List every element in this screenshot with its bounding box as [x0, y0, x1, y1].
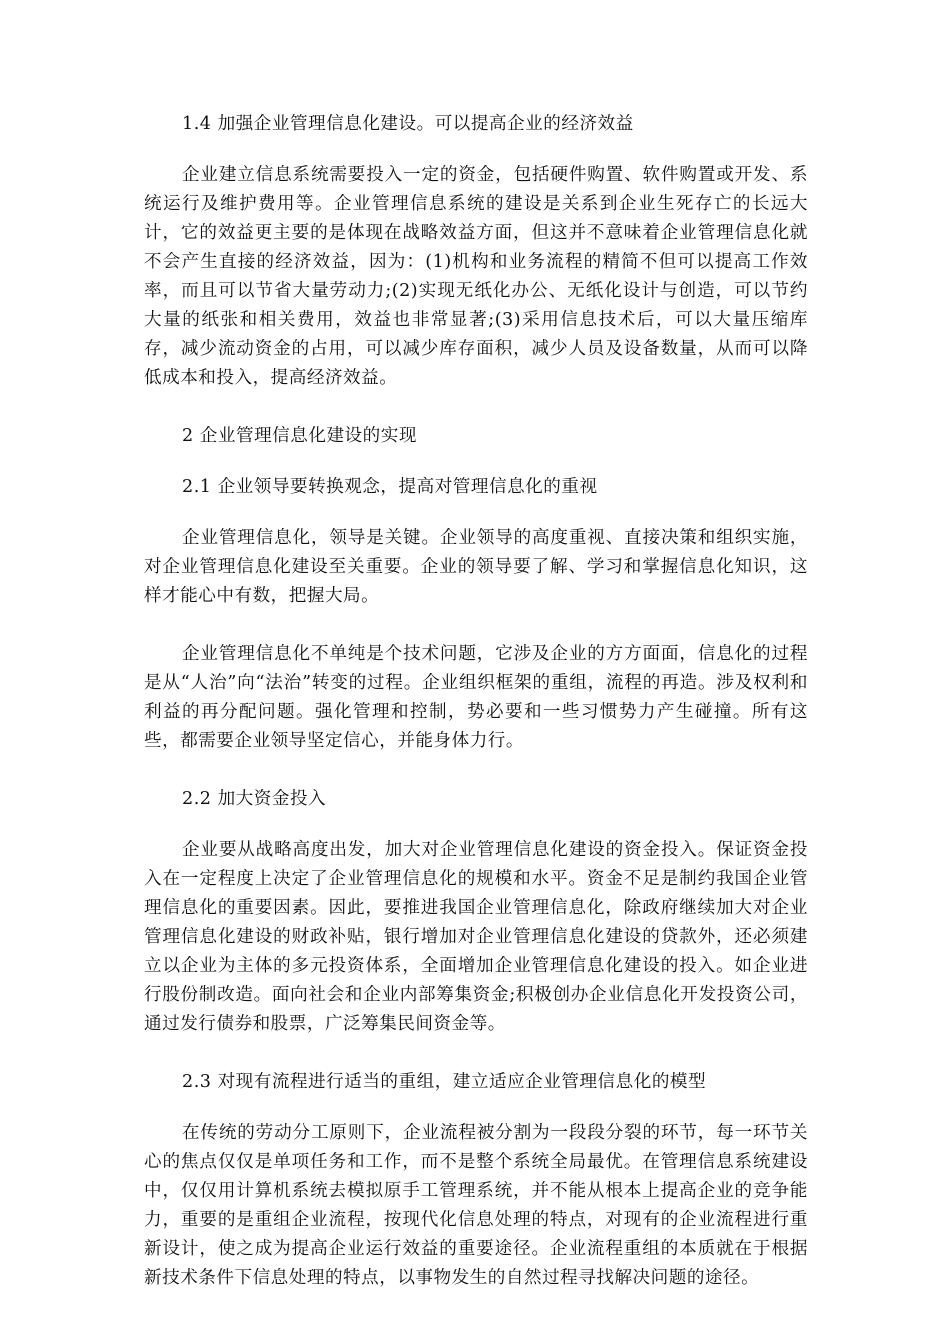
paragraph-leadership-key: 企业管理信息化，领导是关键。企业领导的高度重视、直接决策和组织实施，对企业管理信息化建设至关重要。企业的领导要了解、学习和掌握信息化知识，这样才能心中有数，把握大局。 — [144, 528, 808, 606]
document-page — [144, 110, 808, 1293]
paragraph-funding: 企业要从战略高度出发，加大对企业管理信息化建设的资金投入。保证资金投入在一定程度上决定了企业管理信息化的规模和水平。资金不足是制约我国企业管理信息化的重要因素。因此，要推进我国企业管理信息化，除政府继续加大对企业管理信息化建设的财政补贴，银行增加对企业管理信息化建设的贷款外，还必须建立以企业为主体的多元投资体系，全面增加企业管理信息化建设的投入。如企业进行股份制改造。面向社会和企业内部筹集资金;积极创办企业信息化开发投资公司，通过发行债券和股票，广泛筹集民间资金等。 — [144, 840, 808, 1034]
paragraph-economic-benefits: 企业建立信息系统需要投入一定的资金，包括硬件购置、软件购置或开发、系统运行及维护费用等。企业管理信息系统的建设是关系到企业生死存亡的长远大计，它的效益更主要的是体现在战略效益方面，但这并不意味着企业管理信息化就不会产生直接的经济效益，因为：(1)机构和业务流程的精简不但可以提高工作效率，而且可以节省大量劳动力;(2)实现无纸化办公、无纸化设计与创造，可以节约大量的纸张和相关费用，效益也非常显著;(3)采用信息技术后，可以大量压缩库存，减少流动资金的占用，可以减少库存面积，减少人员及设备数量，从而可以降低成本和投入，提高经济效益。 — [144, 165, 808, 388]
section-heading-2: 2 企业管理信息化建设的实现 — [182, 426, 417, 446]
section-heading-2-2: 2.2 加大资金投入 — [182, 789, 327, 809]
section-heading-2-3: 2.3 对现有流程进行适当的重组，建立适应企业管理信息化的模型 — [182, 1072, 707, 1092]
section-heading-1-4: 1.4 加强企业管理信息化建设。可以提高企业的经济效益 — [182, 114, 634, 134]
paragraph-process-reengineering: 在传统的劳动分工原则下，企业流程被分割为一段段分裂的环节，每一环节关心的焦点仅仅是单项任务和工作，而不是整个系统全局最优。在管理信息系统建设中，仅仅用计算机系统去模拟原手工管理系统，并不能从根本上提高企业的竞争能力，重要的是重组企业流程，按现代化信息处理的特点，对现有的企业流程进行重新设计，使之成为提高企业运行效益的重要途径。企业流程重组的本质就在于根据新技术条件下信息处理的特点，以事物发生的自然过程寻找解决问题的途径。 — [144, 1123, 808, 1288]
section-heading-2-1: 2.1 企业领导要转换观念，提高对管理信息化的重视 — [182, 477, 598, 497]
paragraph-leadership-commitment: 企业管理信息化不单纯是个技术问题，它涉及企业的方方面面，信息化的过程是从“人治”向“法治”转变的过程。企业组织框架的重组，流程的再造。涉及权利和利益的再分配问题。强化管理和控制，势必要和一些习惯势力产生碰撞。所有这些，都需要企业领导坚定信心，并能身体力行。 — [144, 644, 808, 751]
